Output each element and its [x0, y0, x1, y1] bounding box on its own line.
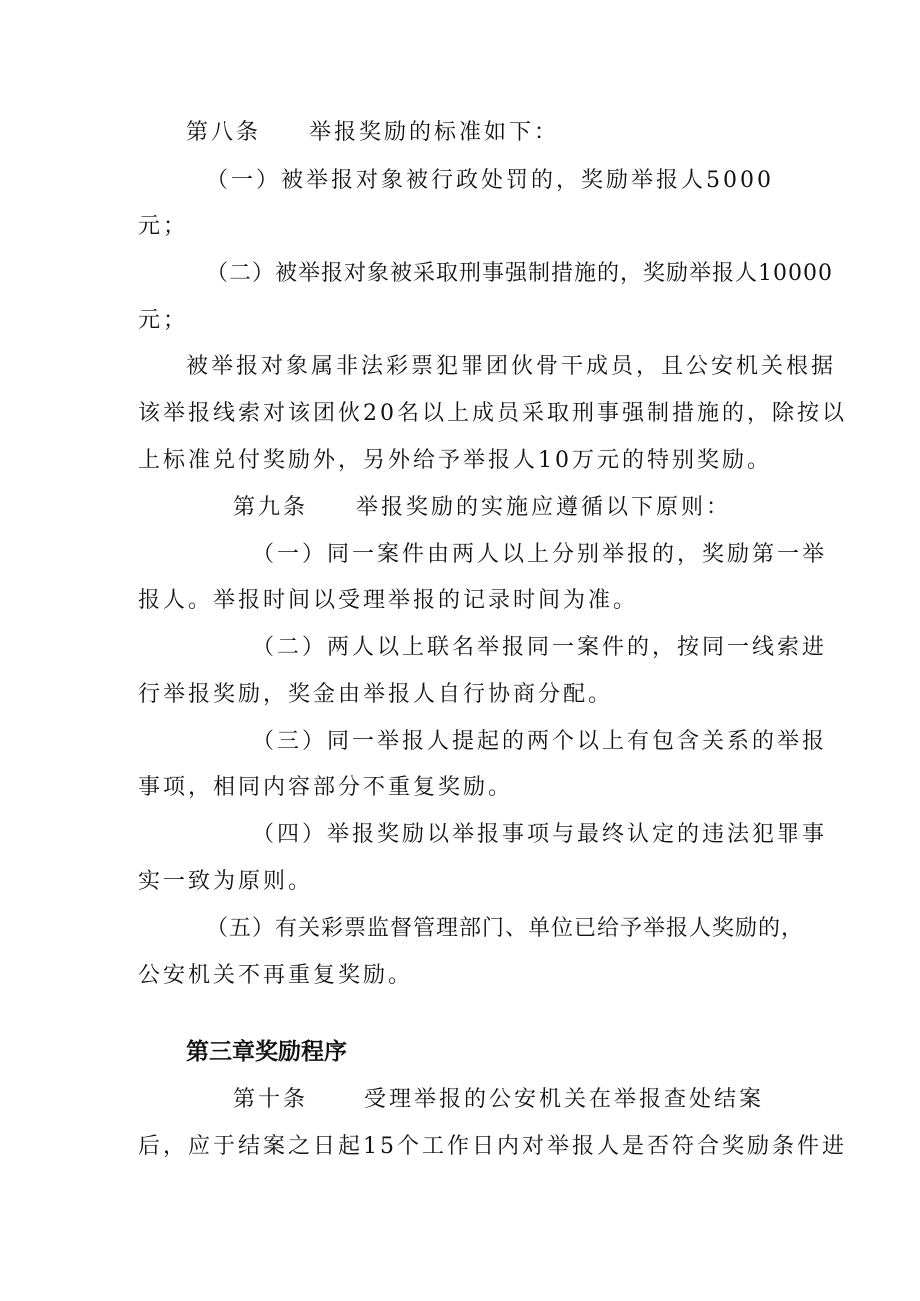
- article-9-heading: [233, 493, 731, 523]
- article-9-number: 第九条: [233, 495, 309, 520]
- article-8-item-1-line-2: 元；: [138, 214, 189, 239]
- article-8-item-2-line-2: 元；: [138, 308, 189, 333]
- article-9-item-5-line-1: （五）有关彩票监督管理部门、单位已给予举报人奖励的，: [206, 916, 805, 941]
- article-8-item-2-line-1: （二）被举报对象被采取刑事强制措施的，奖励举报人10000: [206, 261, 833, 286]
- article-8-title: 举报奖励的标准如下：: [309, 120, 560, 145]
- article-10-heading: [233, 1085, 764, 1115]
- article-9-item-1-line-2: 报人。举报时间以受理举报的记录时间为准。: [138, 588, 639, 613]
- article-9-item-3-line-2: 事项，相同内容部分不重复奖励。: [138, 775, 514, 800]
- article-9-item-3-line-1: （三）同一举报人提起的两个以上有包含关系的举报: [252, 729, 828, 754]
- article-9-item-1-line-1: （一）同一案件由两人以上分别举报的，奖励第一举: [252, 542, 828, 567]
- article-10-number: 第十条: [233, 1087, 309, 1112]
- article-8-paragraph-line-3: 上标准兑付奖励外，另外给予举报人10万元的特别奖励。: [138, 448, 772, 473]
- article-9-item-4-line-2: 实一致为原则。: [138, 869, 314, 894]
- article-8-paragraph-line-2: 该举报线索对该团伙20名以上成员采取刑事强制措施的，除按以: [138, 401, 847, 426]
- article-9-item-2-line-2: 行举报奖励，奖金由举报人自行协商分配。: [138, 682, 614, 707]
- chapter-3-heading: 第三章奖励程序: [186, 1039, 347, 1065]
- article-8-number: 第八条: [186, 120, 262, 145]
- article-8-heading: [186, 118, 559, 148]
- article-8-paragraph-line-1: 被举报对象属非法彩票犯罪团伙骨干成员，且公安机关根据: [186, 354, 837, 379]
- article-9-item-5-line-2: 公安机关不再重复奖励。: [138, 963, 414, 988]
- article-9-title: 举报奖励的实施应遵循以下原则：: [356, 495, 732, 520]
- article-8-item-1-line-1: （一）被举报对象被行政处罚的，奖励举报人5000: [206, 168, 774, 193]
- article-10-line-2: 后，应于结案之日起15个工作日内对举报人是否符合奖励条件进: [138, 1134, 847, 1159]
- article-9-item-4-line-1: （四）举报奖励以举报事项与最终认定的违法犯罪事: [252, 822, 828, 847]
- article-10-title: 受理举报的公安机关在举报查处结案: [364, 1087, 765, 1112]
- article-9-item-2-line-1: （二）两人以上联名举报同一案件的，按同一线索进: [252, 635, 828, 660]
